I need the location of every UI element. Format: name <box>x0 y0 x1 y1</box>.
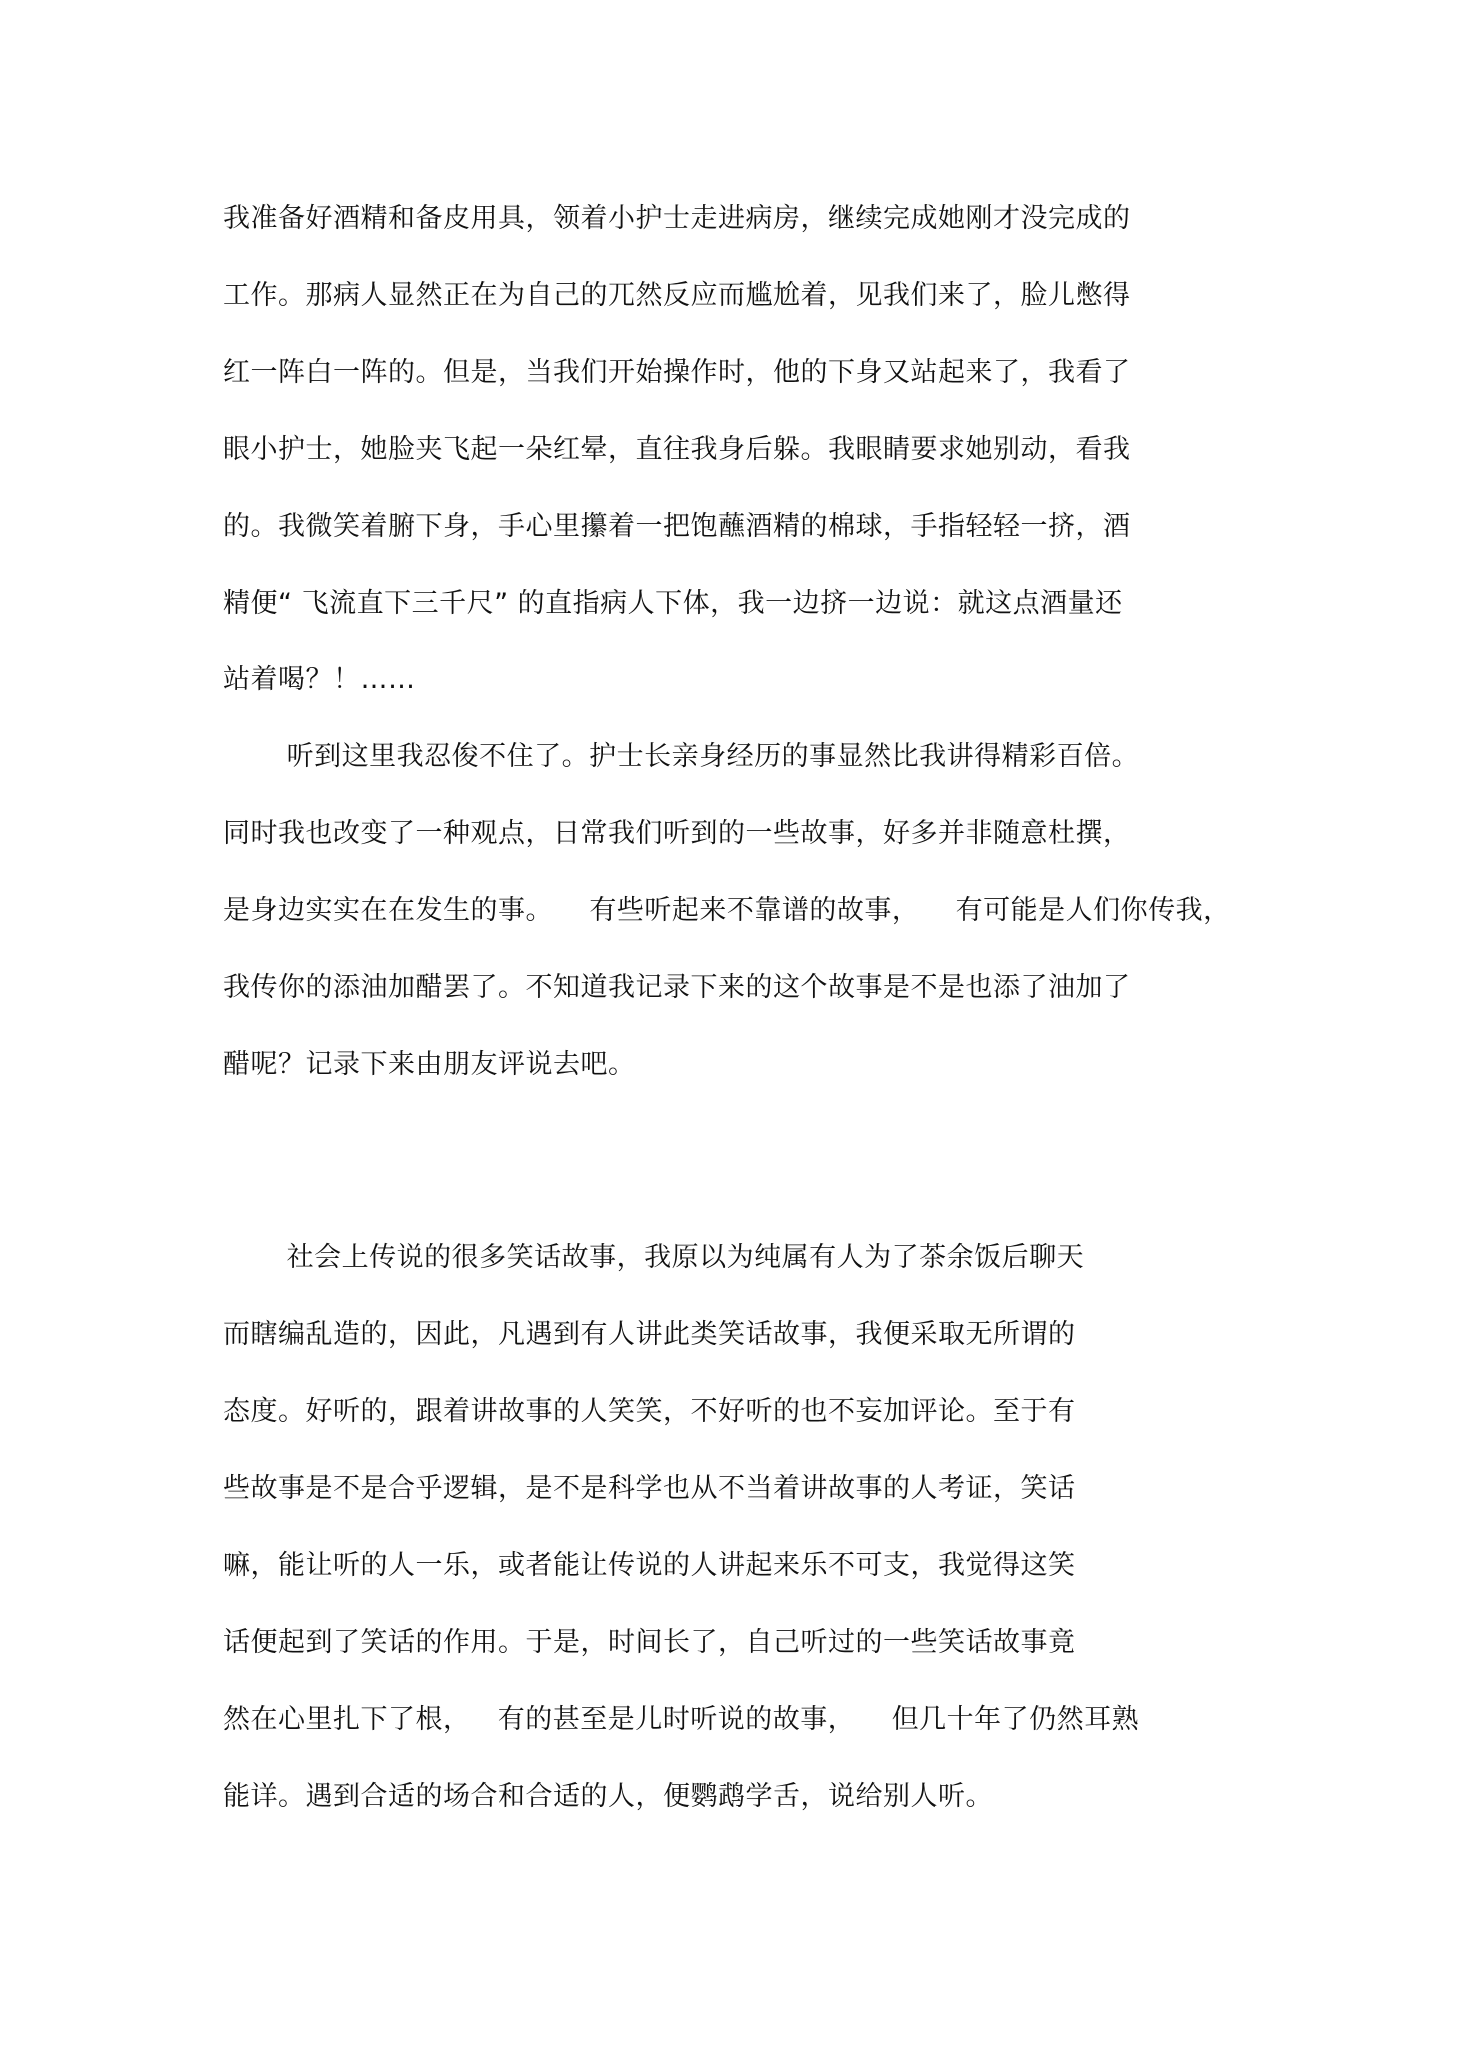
text-line: 同时我也改变了一种观点，日常我们听到的一些故事，好多并非随意杜撰， <box>223 818 1131 849</box>
text-line: 能详。遇到合适的场合和合适的人，便鹦鹉学舌，说给别人听。 <box>223 1781 993 1812</box>
text-line: 红一阵白一阵的。但是，当我们开始操作时，他的下身又站起来了，我看了 <box>223 357 1131 388</box>
text-line: 我准备好酒精和备皮用具，领着小护士走进病房，继续完成她刚才没完成的 <box>223 203 1131 234</box>
text-line: 站着喝？！…… <box>223 664 416 695</box>
text-line: 话便起到了笑话的作用。于是，时间长了，自己听过的一些笑话故事竟 <box>223 1627 1076 1658</box>
text-line: 醋呢？记录下来由朋友评说去吧。 <box>223 1049 636 1080</box>
text-line: 是身边实实在在发生的事。 有些听起来不靠谱的故事， 有可能是人们你传我， <box>223 895 1231 926</box>
text-line: 我传你的添油加醋罢了。不知道我记录下来的这个故事是不是也添了油加了 <box>223 972 1131 1003</box>
text-line: 嘛，能让听的人一乐，或者能让传说的人讲起来乐不可支，我觉得这笑 <box>223 1550 1076 1581</box>
text-line: 工作。那病人显然正在为自己的兀然反应而尴尬着，见我们来了，脸儿憋得 <box>223 280 1131 311</box>
text-line: 而瞎编乱造的，因此，凡遇到有人讲此类笑话故事，我便采取无所谓的 <box>223 1319 1076 1350</box>
text-line: 眼小护士，她脸夹飞起一朵红晕，直往我身后躲。我眼睛要求她别动，看我 <box>223 434 1131 465</box>
text-line: 的。我微笑着腑下身，手心里攥着一把饱蘸酒精的棉球，手指轻轻一挤，酒 <box>223 511 1131 542</box>
text-line: 态度。好听的，跟着讲故事的人笑笑，不好听的也不妄加评论。至于有 <box>223 1396 1076 1427</box>
text-line: 些故事是不是合乎逻辑，是不是科学也从不当着讲故事的人考证，笑话 <box>223 1473 1076 1504</box>
text-line: 社会上传说的很多笑话故事，我原以为纯属有人为了茶余饭后聊天 <box>223 1242 1085 1273</box>
text-line: 精便“ 飞流直下三千尺” 的直指病人下体，我一边挤一边说：就这点酒量还 <box>223 588 1123 619</box>
text-line: 听到这里我忍俊不住了。护士长亲身经历的事显然比我讲得精彩百倍。 <box>223 741 1140 772</box>
text-line: 然在心里扎下了根， 有的甚至是儿时听说的故事， 但几十年了仍然耳熟 <box>223 1704 1140 1735</box>
